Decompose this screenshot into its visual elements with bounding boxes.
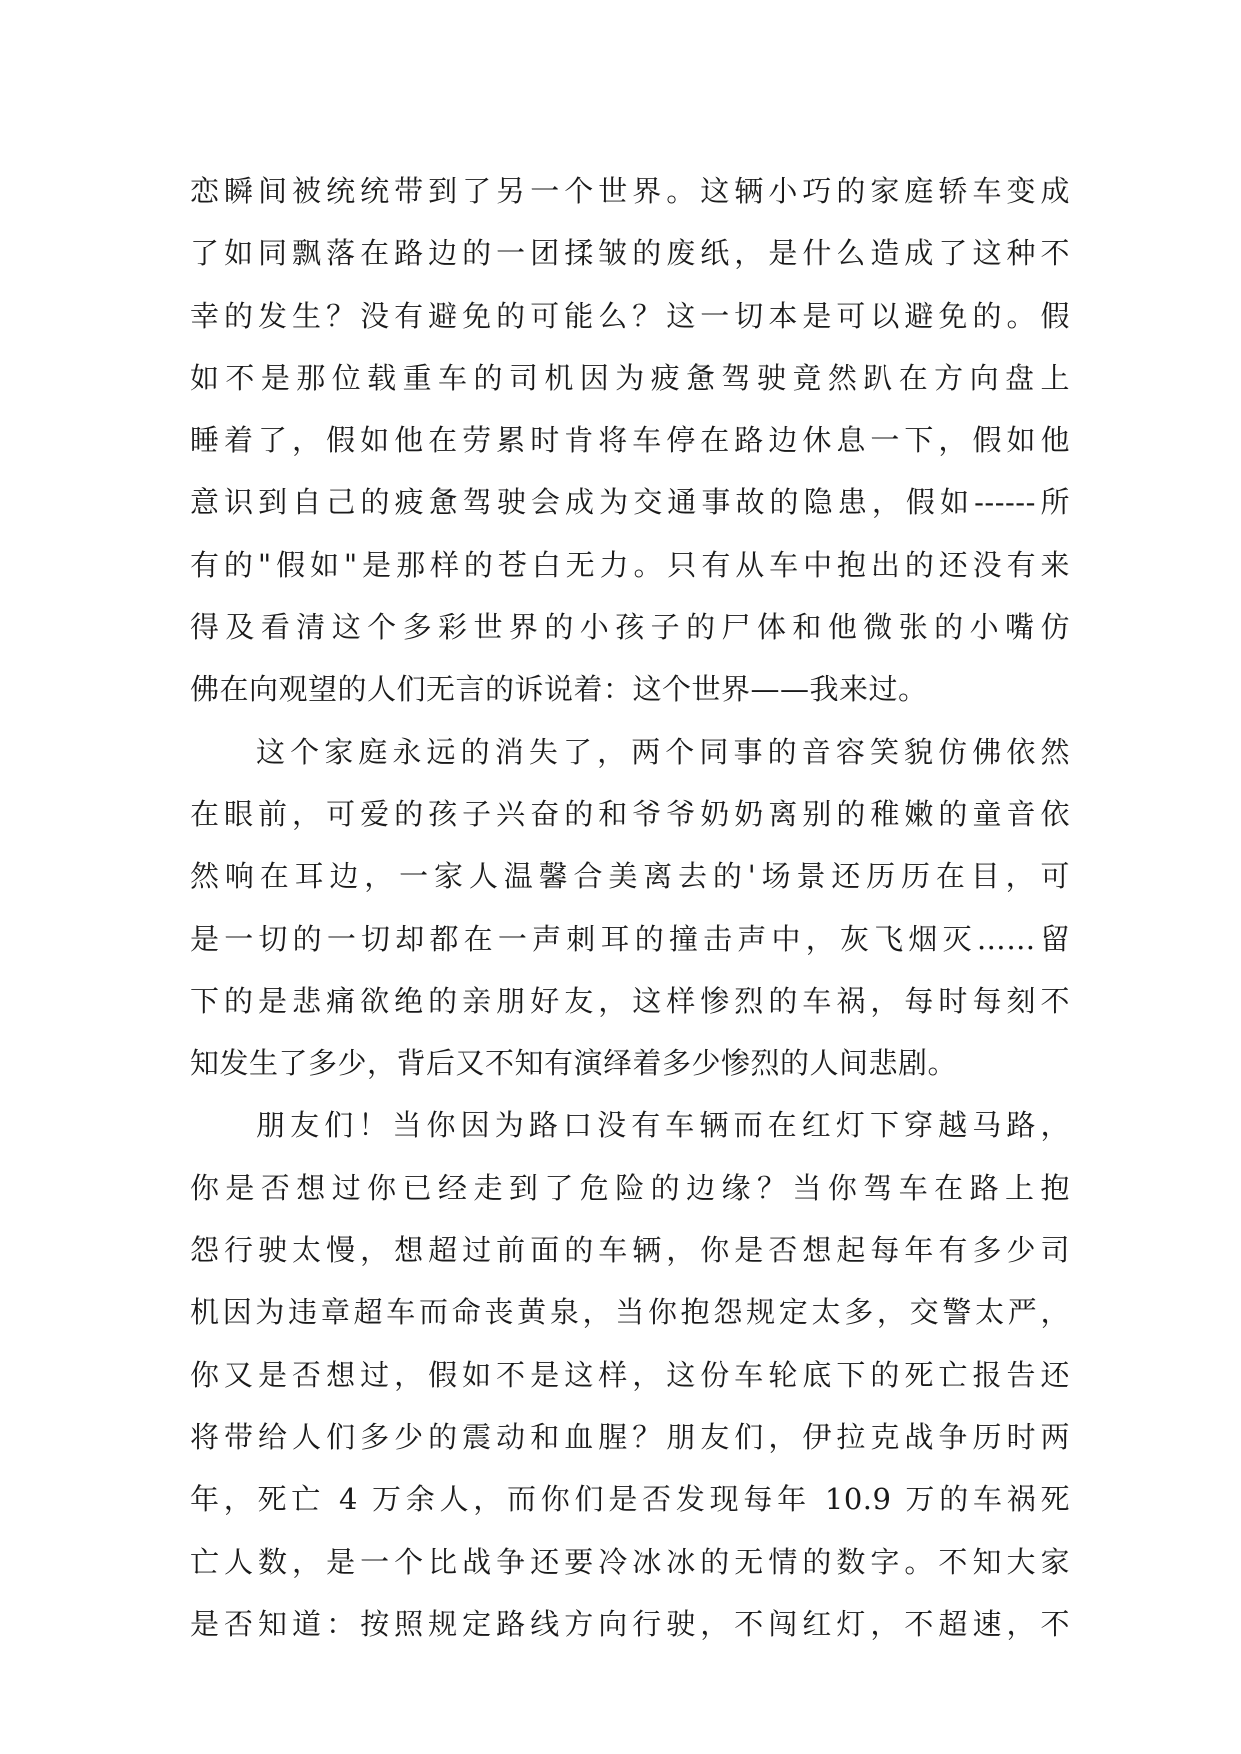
text-line: 知发生了多少，背后又不知有演绎着多少惨烈的人间悲剧。: [190, 1046, 958, 1081]
text-line: 幸的发生？没有避免的可能么？这一切本是可以避免的。假: [190, 298, 1070, 333]
text-line: 如不是那位载重车的司机因为疲惫驾驶竟然趴在方向盘上: [190, 360, 1070, 395]
text-line: 然响在耳边，一家人温馨合美离去的'场景还历历在目，可: [190, 859, 1070, 894]
text-line: 怨行驶太慢，想超过前面的车辆，你是否想起每年有多少司: [190, 1233, 1070, 1268]
paragraph-3: [190, 1094, 1070, 1655]
text-line: 朋友们！当你因为路口没有车辆而在红灯下穿越马路，: [256, 1108, 1070, 1143]
text-line: 得及看清这个多彩世界的小孩子的尸体和他微张的小嘴仿: [190, 610, 1070, 645]
text-line: 将带给人们多少的震动和血腥？朋友们，伊拉克战争历时两: [190, 1419, 1070, 1454]
text-line: 是一切的一切却都在一声刺耳的撞击声中，灰飞烟灭……留: [190, 921, 1070, 956]
text-line: 恋瞬间被统统带到了另一个世界。这辆小巧的家庭轿车变成: [190, 174, 1070, 208]
text-line: 是否知道：按照规定路线方向行驶，不闯红灯，不超速，不: [190, 1606, 1070, 1641]
paragraph-2: [190, 721, 1070, 1095]
paragraph-1: [190, 160, 1070, 721]
document-body: [190, 160, 1070, 1655]
text-line: 你是否想过你已经走到了危险的边缘？当你驾车在路上抱: [190, 1170, 1070, 1205]
text-line: 睡着了，假如他在劳累时肯将车停在路边休息一下，假如他: [190, 423, 1070, 458]
text-line: 下的是悲痛欲绝的亲朋好友，这样惨烈的车祸，每时每刻不: [190, 983, 1070, 1018]
text-line: 亡人数，是一个比战争还要冷冰冰的无情的数字。不知大家: [190, 1544, 1070, 1579]
text-line: 这个家庭永远的消失了，两个同事的音容笑貌仿佛依然: [256, 734, 1070, 769]
text-line: 了如同飘落在路边的一团揉皱的废纸，是什么造成了这种不: [190, 236, 1070, 271]
text-line: 意识到自己的疲惫驾驶会成为交通事故的隐患，假如------所: [190, 485, 1070, 520]
text-line: 有的"假如"是那样的苍白无力。只有从车中抱出的还没有来: [190, 547, 1070, 582]
text-line: 年，死亡 4 万余人，而你们是否发现每年 10.9 万的车祸死: [190, 1482, 1070, 1517]
text-line: 你又是否想过，假如不是这样，这份车轮底下的死亡报告还: [190, 1357, 1070, 1392]
text-line: 佛在向观望的人们无言的诉说着：这个世界——我来过。: [190, 672, 928, 707]
text-line: 在眼前，可爱的孩子兴奋的和爷爷奶奶离别的稚嫩的童音依: [190, 796, 1070, 831]
text-line: 机因为违章超车而命丧黄泉，当你抱怨规定太多，交警太严，: [190, 1295, 1070, 1330]
